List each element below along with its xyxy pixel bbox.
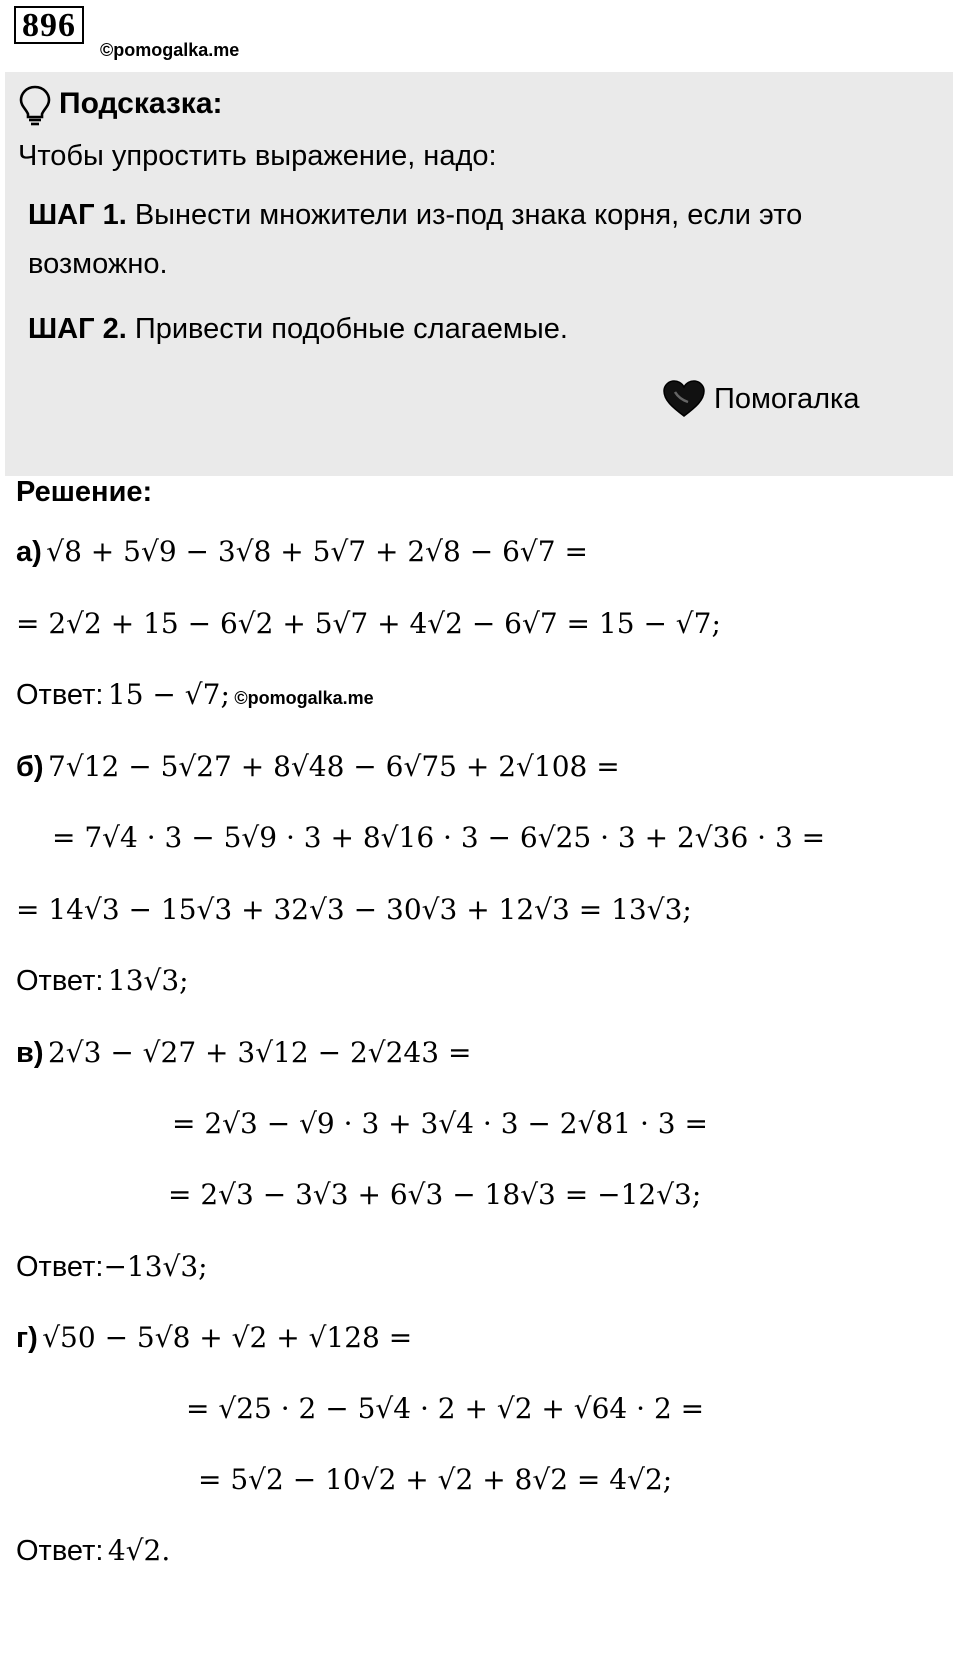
step-2-label: ШАГ 2. — [28, 313, 127, 345]
part-g-line-1 — [16, 1321, 412, 1355]
part-g-expr-1: √50 − 5√8 + √2 + √128 = — [42, 1321, 413, 1354]
part-g-expr-2: = √25 · 2 − 5√4 · 2 + √2 + √64 · 2 = — [186, 1392, 705, 1425]
answer-value: 4√2. — [107, 1534, 171, 1567]
part-v-expr-1: 2√3 − √27 + 3√12 − 2√243 = — [47, 1036, 472, 1069]
part-v-label: в) — [16, 1037, 44, 1069]
problem-number: 896 — [14, 6, 84, 44]
heart-icon — [662, 380, 706, 418]
step-1-text-cont: возможно. — [28, 248, 168, 280]
part-a-expr-1: √8 + 5√9 − 3√8 + 5√7 + 2√8 − 6√7 = — [46, 535, 588, 568]
hint-step-1 — [28, 199, 802, 232]
part-a-expr-2: = 2√2 + 15 − 6√2 + 5√7 + 4√2 − 6√7 = 15 − √7; — [16, 607, 721, 640]
part-v-answer — [16, 1250, 208, 1284]
part-b-line-1 — [16, 750, 620, 784]
brand-name: Помогалка — [714, 383, 860, 415]
part-g-answer — [16, 1534, 170, 1568]
part-v-expr-3: = 2√3 − 3√3 + 6√3 − 18√3 = −12√3; — [168, 1178, 702, 1211]
answer-label: Ответ: — [16, 965, 104, 997]
answer-value: 15 − √7; — [107, 678, 230, 711]
part-v-expr-2: = 2√3 − √9 · 3 + 3√4 · 3 − 2√81 · 3 = — [172, 1107, 708, 1140]
step-2-text: Привести подобные слагаемые. — [134, 313, 568, 345]
part-b-expr-1: 7√12 − 5√27 + 8√48 − 6√75 + 2√108 = — [48, 750, 620, 783]
watermark: ©pomogalka.me — [100, 40, 240, 60]
answer-label: Ответ: — [16, 679, 104, 711]
step-1-label: ШАГ 1. — [28, 199, 127, 231]
part-a-line-1 — [16, 535, 588, 569]
answer-value: 13√3; — [107, 964, 189, 997]
part-g-expr-3: = 5√2 − 10√2 + √2 + 8√2 = 4√2; — [198, 1463, 673, 1496]
part-b-expr-2: = 7√4 · 3 − 5√9 · 3 + 8√16 · 3 − 6√25 · 3 + 2√36 · 3 = — [52, 821, 826, 854]
hint-intro: Чтобы упростить выражение, надо: — [18, 140, 497, 172]
step-1-text: Вынести множители из-под знака корня, если это — [134, 199, 803, 231]
part-g-label: г) — [16, 1322, 38, 1354]
part-b-label: б) — [16, 751, 44, 783]
part-b-expr-3: = 14√3 − 15√3 + 32√3 − 30√3 + 12√3 = 13√3; — [16, 893, 692, 926]
solution-title: Решение: — [16, 476, 153, 508]
watermark: ©pomogalka.me — [234, 688, 374, 708]
answer-label: Ответ: — [16, 1535, 104, 1567]
hint-title: Подсказка: — [59, 87, 223, 120]
part-a-answer — [16, 678, 374, 712]
answer-value: −13√3; — [103, 1250, 208, 1283]
answer-label: Ответ: — [16, 1251, 104, 1283]
lightbulb-icon — [18, 84, 52, 126]
part-b-answer — [16, 964, 189, 998]
part-a-label: а) — [16, 536, 42, 568]
part-v-line-1 — [16, 1036, 471, 1070]
hint-step-2 — [28, 313, 568, 346]
